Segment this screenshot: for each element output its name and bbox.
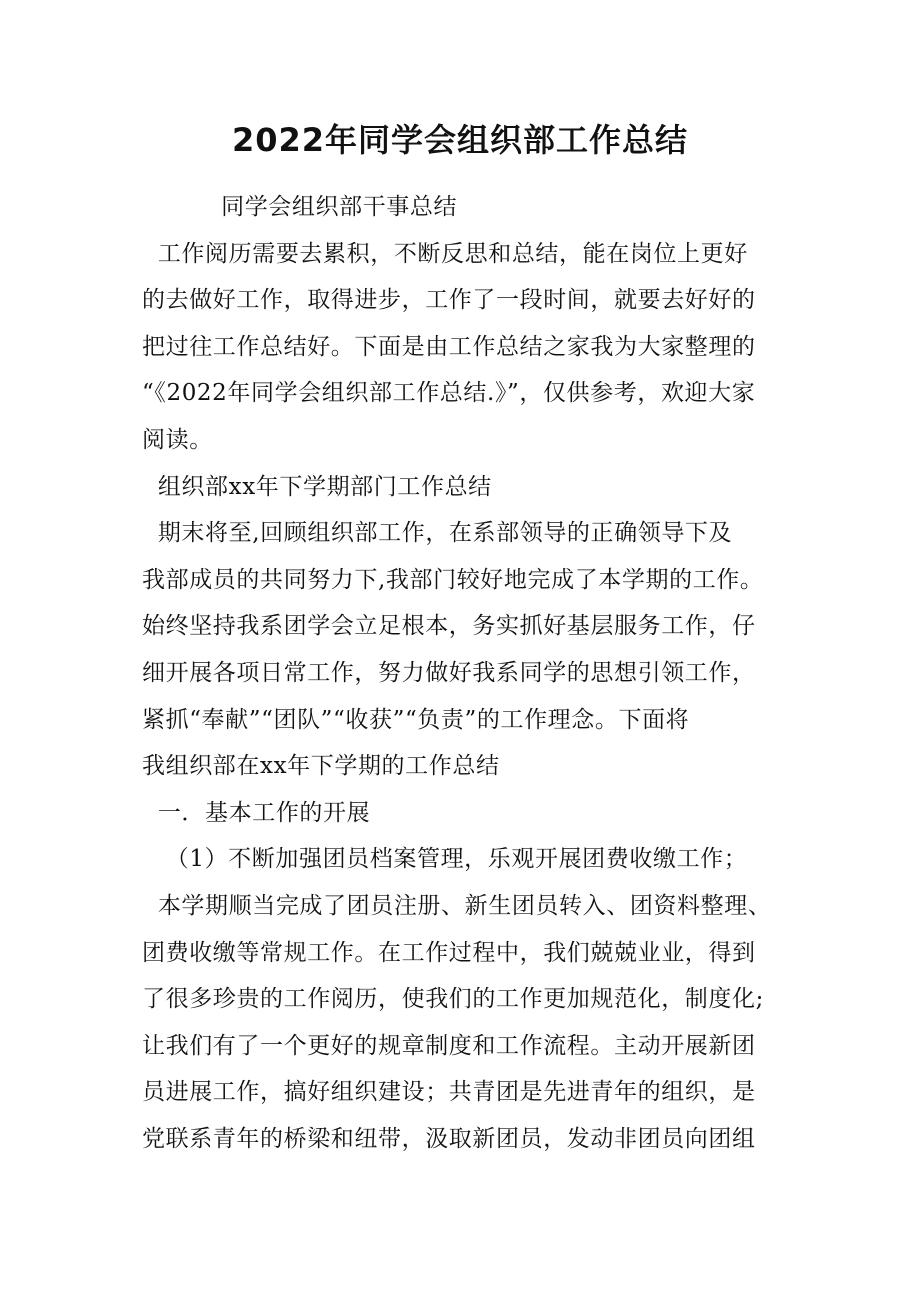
paragraph-line: 同学会组织部干事总结 xyxy=(142,194,458,220)
paragraph-line: 把过往工作总结好。下面是由工作总结之家我为大家整理的 xyxy=(142,333,756,360)
paragraph-line: 阅读。 xyxy=(142,426,213,453)
document-body xyxy=(142,184,782,1162)
paragraph-line: 的去做好工作，取得进步，工作了一段时间，就要去好好的 xyxy=(142,287,756,314)
paragraph-line: 始终坚持我系团学会立足根本，务实抓好基层服务工作，仔 xyxy=(142,613,756,640)
paragraph-line: 团费收缴等常规工作。在工作过程中，我们兢兢业业，得到 xyxy=(142,939,756,966)
paragraph-line: 紧抓“奉献”“团队”“收获”“负责”的工作理念。下面将 xyxy=(142,706,690,733)
paragraph-line: （1）不断加强团员档案管理，乐观开展团费收缴工作； xyxy=(142,846,748,873)
paragraph-line: 让我们有了一个更好的规章制度和工作流程。主动开展新团 xyxy=(142,1032,756,1059)
paragraph-line: 一．基本工作的开展 xyxy=(142,799,371,826)
paragraph-line: 我部成员的共同努力下,我部门较好地完成了本学期的工作。 xyxy=(142,566,764,593)
paragraph-line: 我组织部在xx年下学期的工作总结 xyxy=(142,753,500,780)
document-title: 2022年同学会组织部工作总结 xyxy=(231,121,689,159)
paragraph-line: 期末将至,回顾组织部工作，在系部领导的正确领导下及 xyxy=(142,520,733,547)
paragraph-line: 员进展工作，搞好组织建设；共青团是先进青年的组织，是 xyxy=(142,1079,756,1106)
paragraph-line: 工作阅历需要去累积，不断反思和总结，能在岗位上更好 xyxy=(142,240,748,267)
paragraph-line: 组织部xx年下学期部门工作总结 xyxy=(142,473,492,500)
paragraph-line: 细开展各项日常工作，努力做好我系同学的思想引领工作， xyxy=(142,659,756,686)
paragraph-line: 党联系青年的桥梁和纽带，汲取新团员，发动非团员向团组 xyxy=(142,1125,756,1152)
paragraph-line: 本学期顺当完成了团员注册、新生团员转入、团资料整理、 xyxy=(142,892,772,919)
paragraph-line: “《2022年同学会组织部工作总结.》”，仅供参考，欢迎大家 xyxy=(142,380,756,407)
paragraph-line: 了很多珍贵的工作阅历，使我们的工作更加规范化，制度化; xyxy=(142,986,764,1013)
